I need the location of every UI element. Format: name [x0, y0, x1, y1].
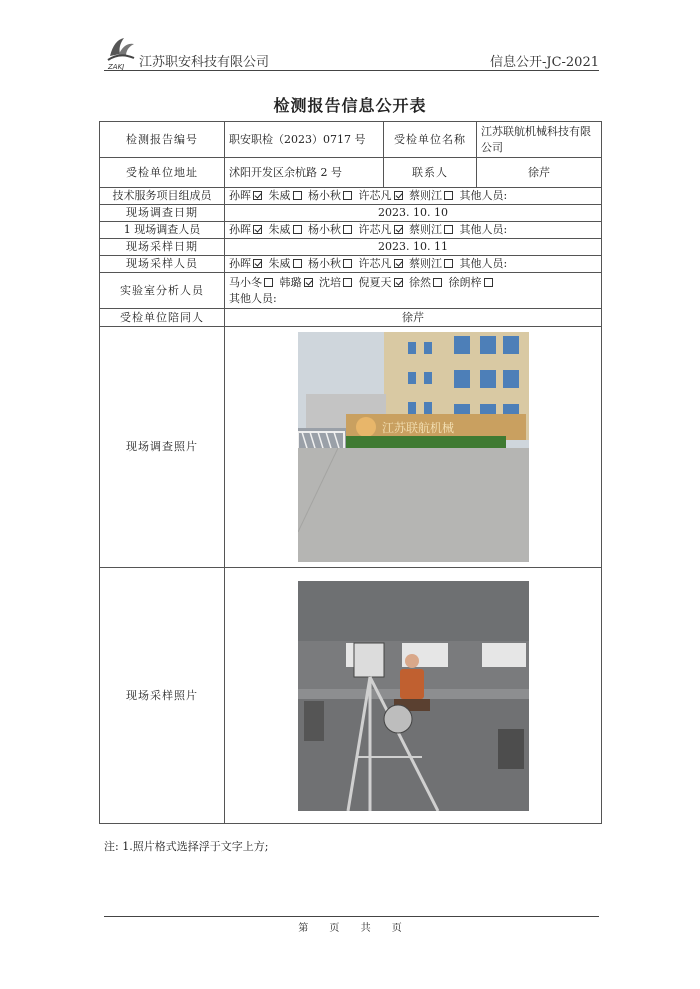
unchecked-checkbox[interactable] [343, 225, 352, 234]
staff-item [359, 257, 410, 270]
unchecked-checkbox[interactable] [343, 278, 352, 287]
client-name-value: 江苏联航机械科技有限公司 [477, 122, 602, 158]
checked-checkbox[interactable] [394, 191, 403, 200]
company-name: 江苏职安科技有限公司 [139, 55, 270, 70]
staff-name: 孙晖 [229, 223, 251, 236]
staff-name: 杨小秋 [308, 223, 341, 236]
staff-item [229, 257, 269, 270]
staff-item [280, 276, 320, 289]
unchecked-checkbox[interactable] [444, 225, 453, 234]
staff-name: 杨小秋 [308, 257, 341, 270]
staff-name: 马小冬 [229, 275, 262, 289]
header-divider [104, 70, 599, 71]
sampling-photo [298, 581, 529, 811]
staff-item [359, 189, 410, 202]
table-row [100, 309, 602, 327]
checked-checkbox[interactable] [304, 278, 313, 287]
escort-label: 受检单位陪同人 [100, 309, 225, 327]
checked-checkbox[interactable] [394, 278, 403, 287]
staff-item [409, 276, 449, 289]
unchecked-checkbox[interactable] [343, 191, 352, 200]
staff-name: 许芯凡 [358, 189, 392, 202]
survey-photo-label: 现场调查照片 [100, 327, 225, 568]
staff-item [269, 189, 309, 202]
footer-divider [104, 916, 599, 917]
staff-name: 许芯凡 [358, 223, 392, 236]
survey-photo-cell [225, 327, 602, 568]
staff-item [449, 276, 496, 289]
staff-name: 倪夏天 [358, 275, 392, 289]
surveyor-members [225, 222, 602, 239]
other-staff-label: 其他人员: [229, 291, 277, 305]
survey-date-value: 2023. 10. 10 [225, 205, 602, 222]
table-row [100, 188, 602, 205]
staff-name: 朱威 [268, 223, 291, 236]
document-code: 信息公开-JC-2021 [489, 55, 599, 70]
staff-name: 徐朗梓 [448, 275, 482, 289]
svg-text:ZAKJ: ZAKJ [108, 63, 125, 71]
unchecked-checkbox[interactable] [343, 259, 352, 268]
company-logo [104, 32, 138, 72]
unchecked-checkbox[interactable] [293, 259, 302, 268]
table-row [100, 122, 602, 158]
staff-item [409, 189, 460, 202]
page-footer: 第 页 共 页 [298, 923, 402, 934]
table-row [100, 205, 602, 222]
survey-photo [298, 332, 529, 562]
unchecked-checkbox[interactable] [293, 225, 302, 234]
staff-item [359, 276, 410, 289]
footnote: 注: 1.照片格式选择浮于文字上方; [104, 840, 269, 853]
contact-value: 徐芹 [477, 158, 602, 188]
staff-item [319, 276, 359, 289]
staff-name: 蔡则江 [409, 223, 442, 236]
table-row [100, 222, 602, 239]
other-staff-label: 其他人员: [459, 257, 508, 270]
checked-checkbox[interactable] [253, 225, 262, 234]
page-header [104, 32, 599, 72]
staff-item [229, 276, 280, 289]
staff-name: 蔡则江 [409, 257, 442, 270]
unchecked-checkbox[interactable] [433, 278, 442, 287]
table-row [100, 239, 602, 256]
unchecked-checkbox[interactable] [264, 278, 273, 287]
table-row [100, 256, 602, 273]
staff-name: 徐然 [409, 275, 431, 289]
staff-item [269, 257, 309, 270]
staff-item [308, 189, 359, 202]
page-title: 检测报告信息公开表 [273, 96, 427, 115]
other-staff-label: 其他人员: [459, 223, 508, 236]
staff-item [308, 223, 359, 236]
staff-item [409, 257, 460, 270]
escort-value: 徐芹 [225, 309, 602, 327]
staff-item [308, 257, 359, 270]
checked-checkbox[interactable] [394, 259, 403, 268]
staff-name: 朱威 [268, 257, 291, 270]
client-name-label: 受检单位名称 [384, 122, 477, 158]
sampling-date-label: 现场采样日期 [100, 239, 225, 256]
table-row [100, 568, 602, 824]
unchecked-checkbox[interactable] [293, 191, 302, 200]
unchecked-checkbox[interactable] [444, 259, 453, 268]
sampling-photo-label: 现场采样照片 [100, 568, 225, 824]
contact-label: 联系人 [384, 158, 477, 188]
staff-name: 孙晖 [229, 189, 251, 202]
team-label: 技术服务项目组成员 [100, 188, 225, 205]
sampler-label: 现场采样人员 [100, 256, 225, 273]
sampling-date-value: 2023. 10. 11 [225, 239, 602, 256]
team-members [225, 188, 602, 205]
report-info-table [99, 121, 602, 824]
report-no-label: 检测报告编号 [100, 122, 225, 158]
staff-item [359, 223, 410, 236]
checked-checkbox[interactable] [394, 225, 403, 234]
sampler-members [225, 256, 602, 273]
staff-name: 朱威 [268, 189, 291, 202]
staff-name: 杨小秋 [308, 189, 341, 202]
client-address-value: 沭阳开发区余杭路 2 号 [225, 158, 384, 188]
staff-item [229, 189, 269, 202]
staff-item [409, 223, 460, 236]
checked-checkbox[interactable] [253, 191, 262, 200]
unchecked-checkbox[interactable] [444, 191, 453, 200]
table-row [100, 327, 602, 568]
staff-item [269, 223, 309, 236]
staff-name: 孙晖 [229, 257, 251, 270]
lab-analyst-members [225, 273, 602, 309]
staff-name: 沈培 [319, 275, 341, 289]
svg-text:江苏联航机械: 江苏联航机械 [381, 421, 454, 435]
table-row [100, 158, 602, 188]
staff-name: 许芯凡 [358, 257, 392, 270]
staff-item [229, 223, 269, 236]
staff-name: 蔡则江 [409, 189, 442, 202]
survey-date-label: 现场调查日期 [100, 205, 225, 222]
staff-name: 韩璐 [279, 275, 302, 289]
unchecked-checkbox[interactable] [484, 278, 493, 287]
lab-analyst-label: 实验室分析人员 [100, 273, 225, 309]
report-no-value: 职安职检（2023）0717 号 [225, 122, 384, 158]
checked-checkbox[interactable] [253, 259, 262, 268]
surveyor-label: 1 现场调查人员 [100, 222, 225, 239]
table-row [100, 273, 602, 309]
client-address-label: 受检单位地址 [100, 158, 225, 188]
sampling-photo-cell [225, 568, 602, 824]
other-staff-label: 其他人员: [459, 189, 508, 202]
